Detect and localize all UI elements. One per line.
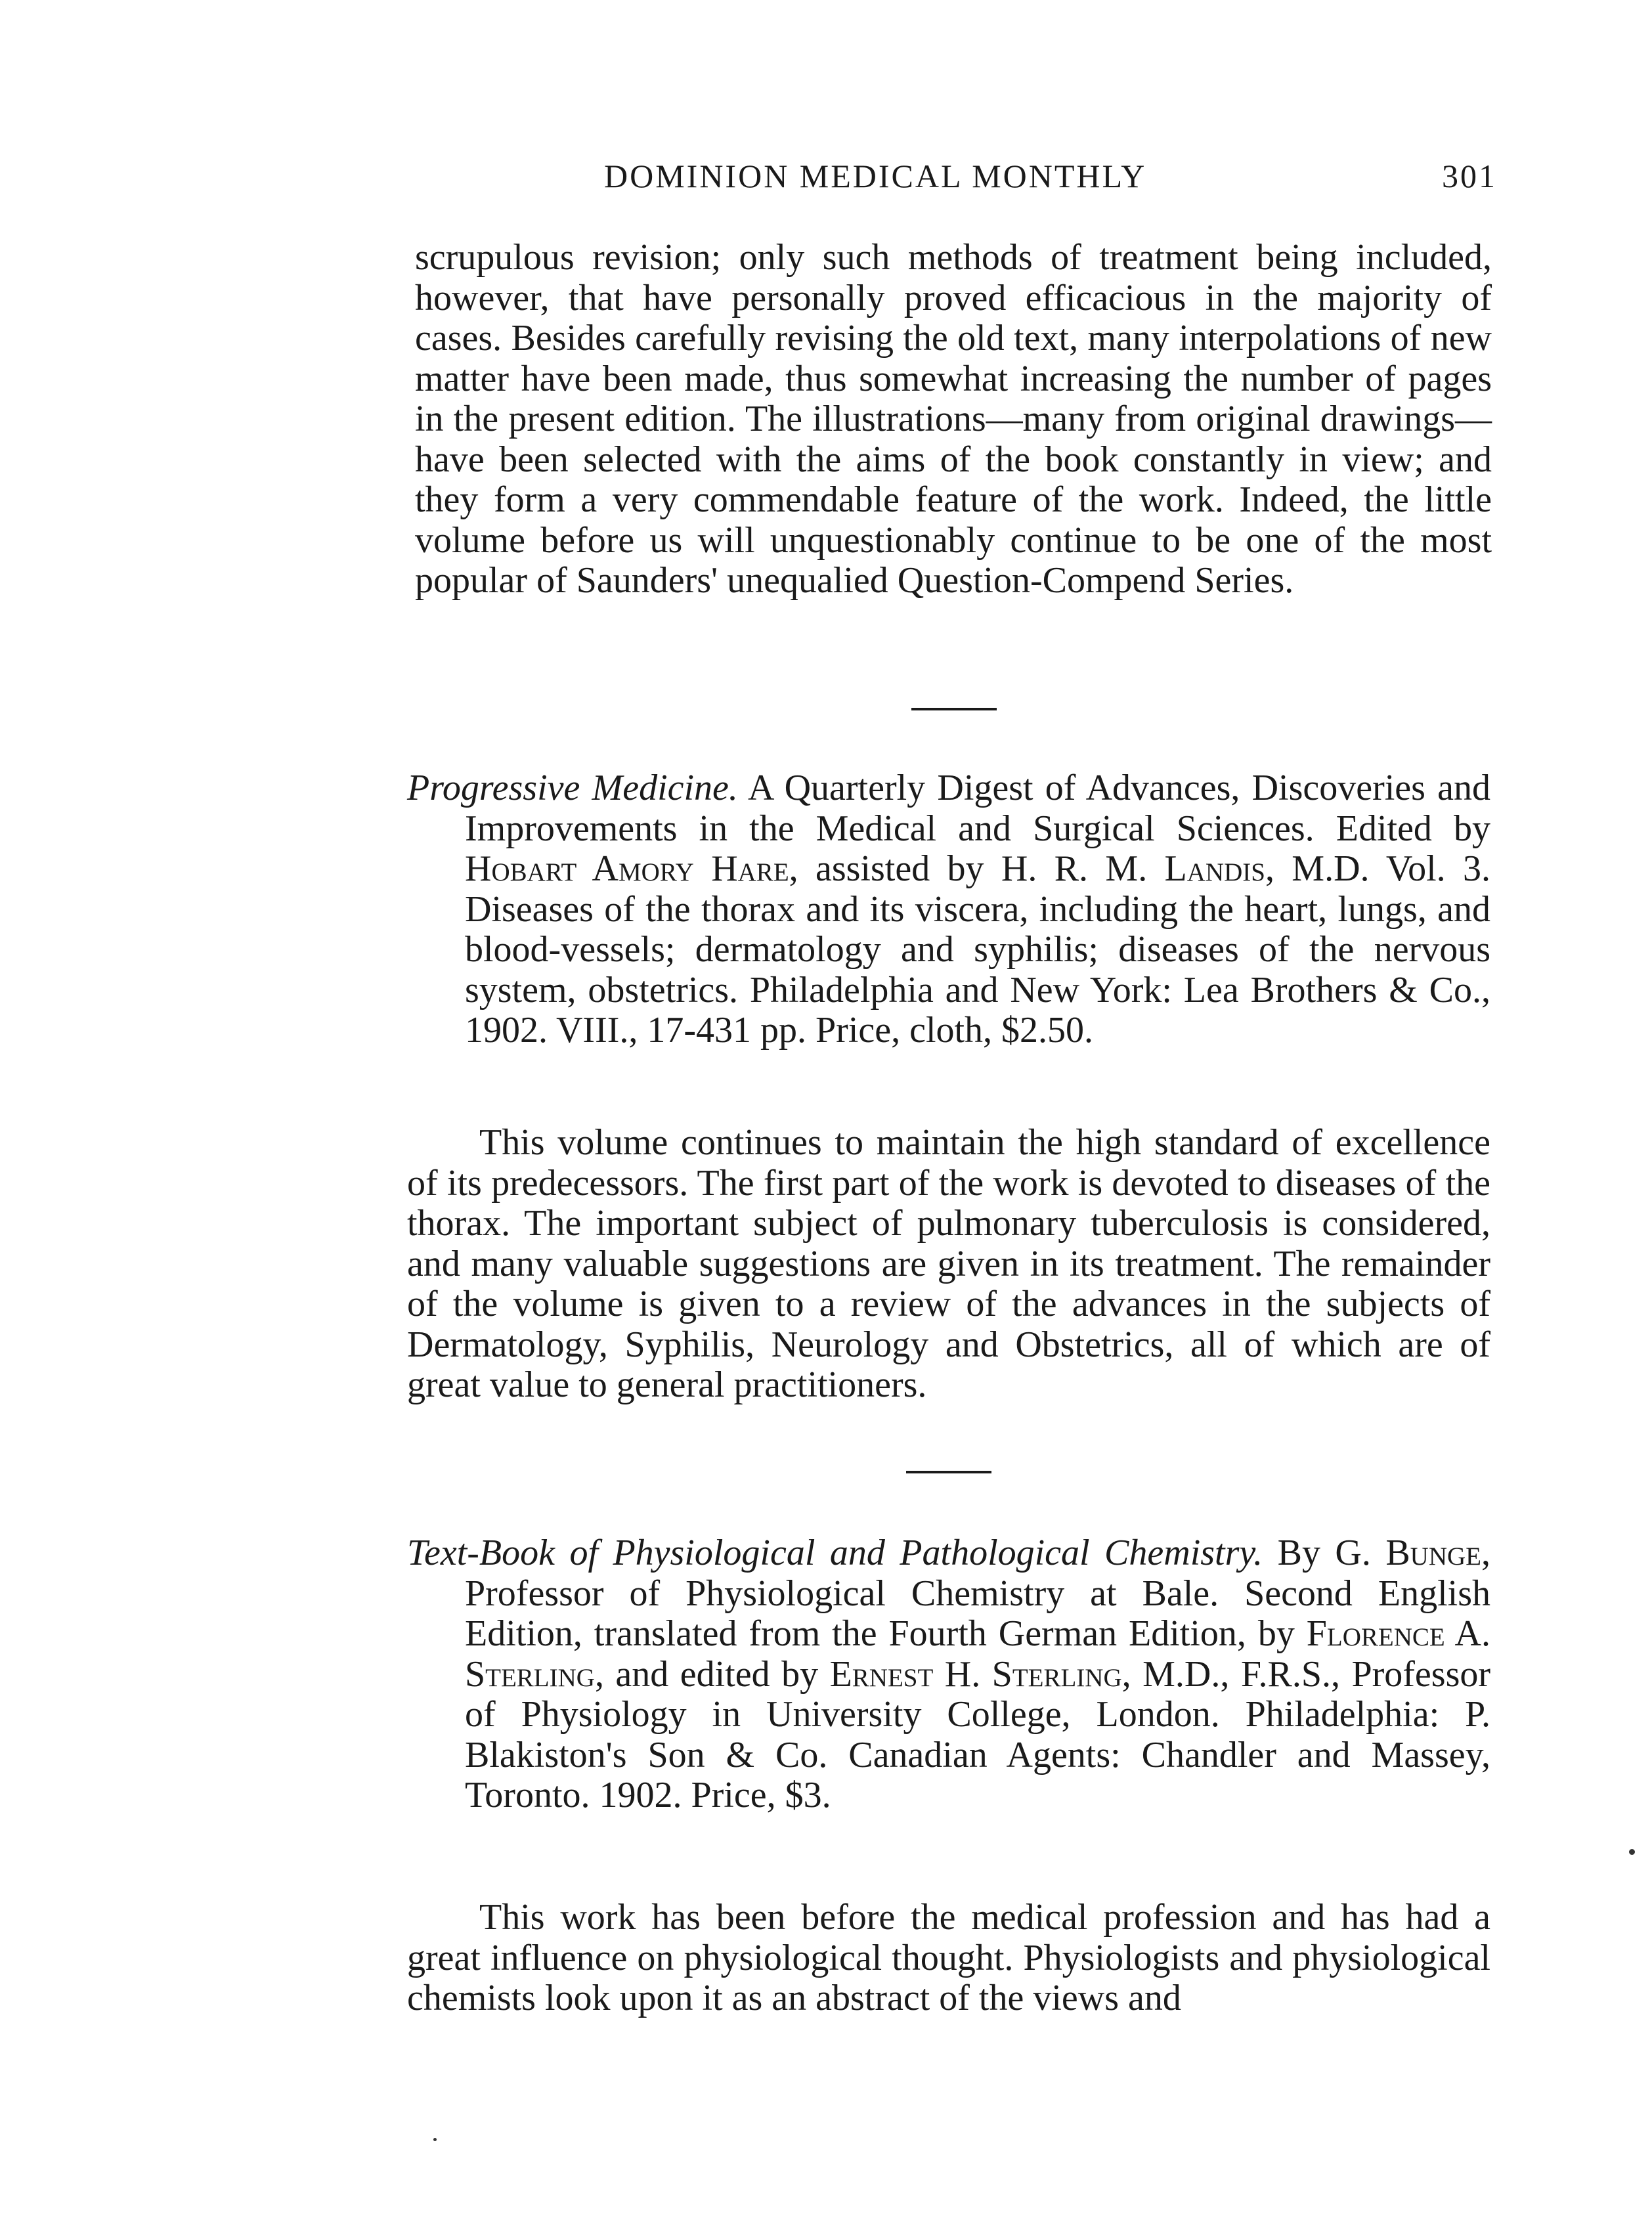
citation-text: , M.D., F.R.S., Professor of Physiology in University College, London. Philadelphia: P. Blakiston's Son & Co. Canadian Agents: Chandler and Massey, Toronto. 1902. Price, $3. (465, 1653, 1491, 1816)
citation-text: , M.D. Vol. 3. Diseases of the thorax and its viscera, including the heart, lungs, and blood-vessels; dermatology and syphilis; diseases of the nervous system, obstetrics. Philadelphia and New York: Lea Brothers & Co., 1902. VIII., 17-431 pp. Price, cloth, $2.50. (465, 848, 1490, 1051)
section-divider (911, 708, 997, 710)
citation-text: By G. (1263, 1533, 1386, 1573)
print-speck (433, 2138, 437, 2141)
citation-text: , Professor of Physiological Chemistry at Bale. Second English Edition, translated from the Fourth German Edition, by (465, 1533, 1490, 1654)
review-citation-physiological-chemistry (407, 1533, 1490, 1816)
editor-name: Ernest H. Sterling (829, 1653, 1122, 1695)
author-name: Bunge (1385, 1533, 1481, 1573)
continued-review-paragraph: scrupulous revision; only such methods of treatment being included, however, that have personally proved efficacious in the majority of cases. Besides carefully revising the old text, many interpolations of new matter have been made, thus somewhat increasing the number of pages in the present edition. The illustrations—many from original drawings—have been selected with the aims of the book constantly in view; and they form a very commendable feature of the work. Indeed, the little volume before us will unquestionably continue to be one of the most popular of Saunders' unequalied Question-Compend Series. (415, 237, 1492, 601)
book-title: Text-Book of Physiological and Pathological Chemistry. (407, 1533, 1263, 1573)
page-number: 301 (1442, 158, 1497, 194)
citation-text: , and edited by (594, 1653, 830, 1695)
assistant-name: Landis (1164, 848, 1265, 889)
print-speck (1629, 1849, 1635, 1855)
review-body-paragraph: This work has been before the medical profession and has had a great influence on physiological thought. Physiologists and physiological chemists look upon it as an abstract of the views and (407, 1897, 1490, 2018)
review-citation-progressive-medicine (407, 768, 1490, 1051)
running-title: DOMINION MEDICAL MONTHLY (604, 158, 1147, 194)
review-body-paragraph: This volume continues to maintain the high standard of excellence of its predecessors. The first part of the work is devoted to diseases of the thorax. The important subject of pulmonary tuberculosis is considered, and many valuable suggestions are given in its treatment. The remainder of the volume is given to a review of the advances in the subjects of Dermatology, Syphilis, Neurology and Obstetrics, all of which are of great value to general practitioners. (407, 1122, 1490, 1405)
editor-name: Hobart Amory Hare (465, 848, 789, 889)
translator-name: Florence A. Sterling (465, 1613, 1490, 1695)
citation-text: , assisted by H. R. M. (789, 848, 1165, 889)
section-divider (906, 1471, 991, 1473)
book-title: Progressive Medicine. (407, 768, 738, 808)
citation-text: A Quarterly Digest of Advances, Discoveries and Improvements in the Medical and Surgical Sciences. Edited by (465, 768, 1491, 849)
